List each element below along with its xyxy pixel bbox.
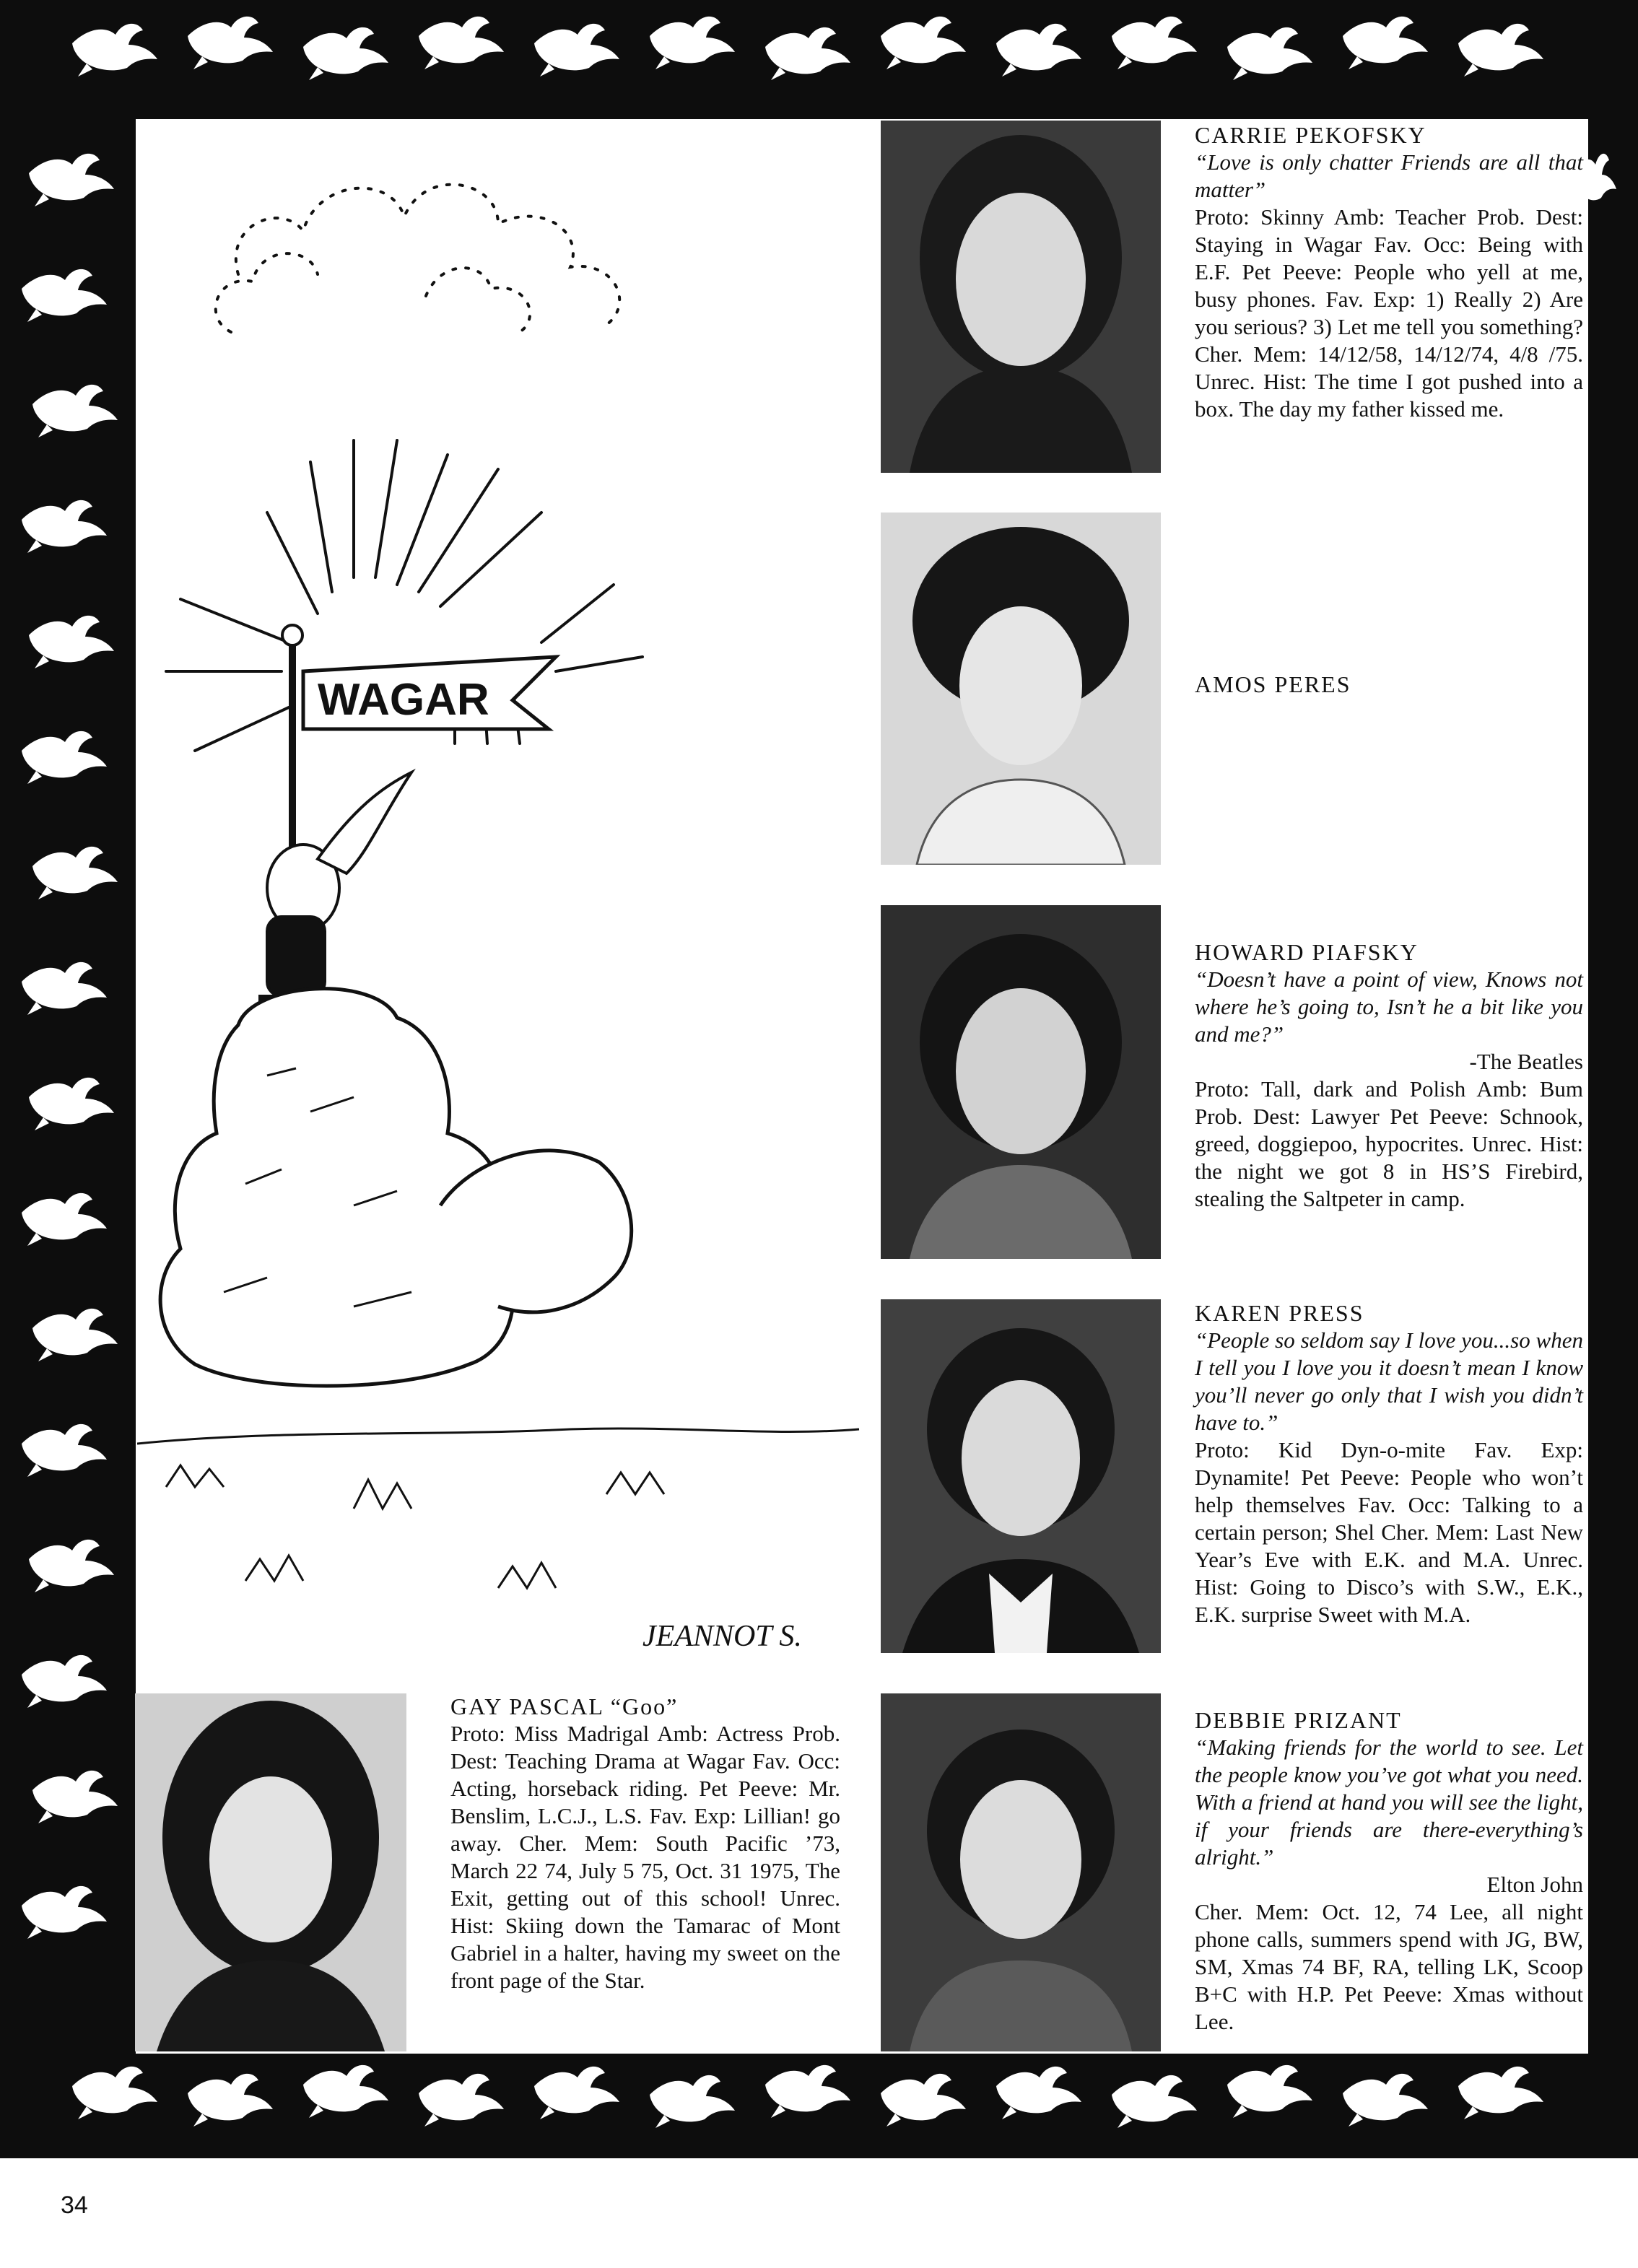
student-bio: Proto: Miss Madrigal Amb: Actress Prob. Dest: Teaching Drama at Wagar Fav. Occ: Acting, horseback riding. Pet Peeve: Mr. Benslim, L.C.J., L.S. Fav. Exp: Lillian! go away. Cher. Mem: South Pacific ’73, March 22 74, July 5 75, Oct. 31 1975, The Exit, getting out of this school! Unrec. Hist: Skiing down the Tamarac of Mont Gabriel in a halter, having my sweet on the front page of the Star. — [450, 1721, 840, 1993]
quote-attribution: Elton John — [1486, 1872, 1583, 1897]
student-photo — [881, 513, 1161, 865]
student-entry-howard-piafsky — [1195, 938, 1583, 1213]
student-name: DEBBIE PRIZANT — [1195, 1707, 1402, 1733]
student-name-amos-peres: AMOS PERES — [1195, 671, 1351, 697]
student-photo — [881, 121, 1161, 473]
student-quote: “Making friends for the world to see. Let the people know you’ve got what you need. With a friend at hand you will see the light, if your friends are there-everything’s alright.” — [1195, 1735, 1583, 1870]
student-quote: “People so seldom say I love you...so when I tell you I love you it doesn’t mean I know you’ll never go only that I wish you didn’t have to.” — [1195, 1327, 1583, 1435]
student-entry-karen-press — [1195, 1299, 1583, 1628]
student-photo — [135, 1693, 406, 2051]
student-quote: “Love is only chatter Friends are all that matter” — [1195, 149, 1583, 202]
student-bio: Proto: Tall, dark and Polish Amb: Bum Prob. Dest: Lawyer Pet Peeve: Schnook, greed, doggiepoo, hypocrites. Unrec. Hist: the night we got 8 in HS’S Firebird, stealing the Saltpeter in camp. — [1195, 1076, 1583, 1211]
cartoon-signature: JEANNOT S. — [642, 1620, 802, 1653]
student-name: KAREN PRESS — [1195, 1300, 1364, 1326]
student-bio: Cher. Mem: Oct. 12, 74 Lee, all night phone calls, summers spend with JG, BW, SM, Xmas 74 BF, RA, telling LK, Scoop B+C with H.P. Pet Peeve: Xmas without Lee. — [1195, 1899, 1583, 2034]
student-bio: Proto: Skinny Amb: Teacher Prob. Dest: Staying in Wagar Fav. Occ: Being with E.F. Pet Peeve: People who yell at me, busy phones. Fav. Exp: 1) Really 2) Are you serious? 3) Let me tell you something? Cher. Mem: 14/12/58, 14/12/74, 4/8 /75. Unrec. Hist: The time I got pushed into a box. The day my father kissed me. — [1195, 204, 1583, 422]
student-entry-debbie-prizant — [1195, 1706, 1583, 2036]
page-number: 34 — [61, 2191, 88, 2219]
student-name: GAY PASCAL “Goo” — [450, 1693, 679, 1719]
student-name: CARRIE PEKOFSKY — [1195, 122, 1426, 148]
cartoon-flag-text: WAGAR — [318, 675, 489, 725]
student-entry-gay-pascal — [450, 1693, 840, 1994]
student-quote: “Doesn’t have a point of view, Knows not where he’s going to, Isn’t he a bit like you and me?” — [1195, 967, 1583, 1047]
student-photo — [881, 1299, 1161, 1653]
student-name: HOWARD PIAFSKY — [1195, 939, 1419, 965]
student-photo — [881, 1693, 1161, 2051]
quote-attribution: -The Beatles — [1469, 1049, 1583, 1074]
student-bio: Proto: Kid Dyn-o-mite Fav. Exp: Dynamite! Pet Peeve: People who won’t help themselves Fav. Occ: Talking to a certain person; Shel Cher. Mem: Last New Year’s Eve with E.K. and M.A. Unrec. Hist: Going to Disco’s with S.W., E.K., E.K. surprise Sweet with M.A. — [1195, 1437, 1583, 1627]
student-photo — [881, 905, 1161, 1259]
student-entry-carrie-pekofsky — [1195, 121, 1583, 423]
wagar-cartoon-illustration — [137, 137, 866, 1653]
